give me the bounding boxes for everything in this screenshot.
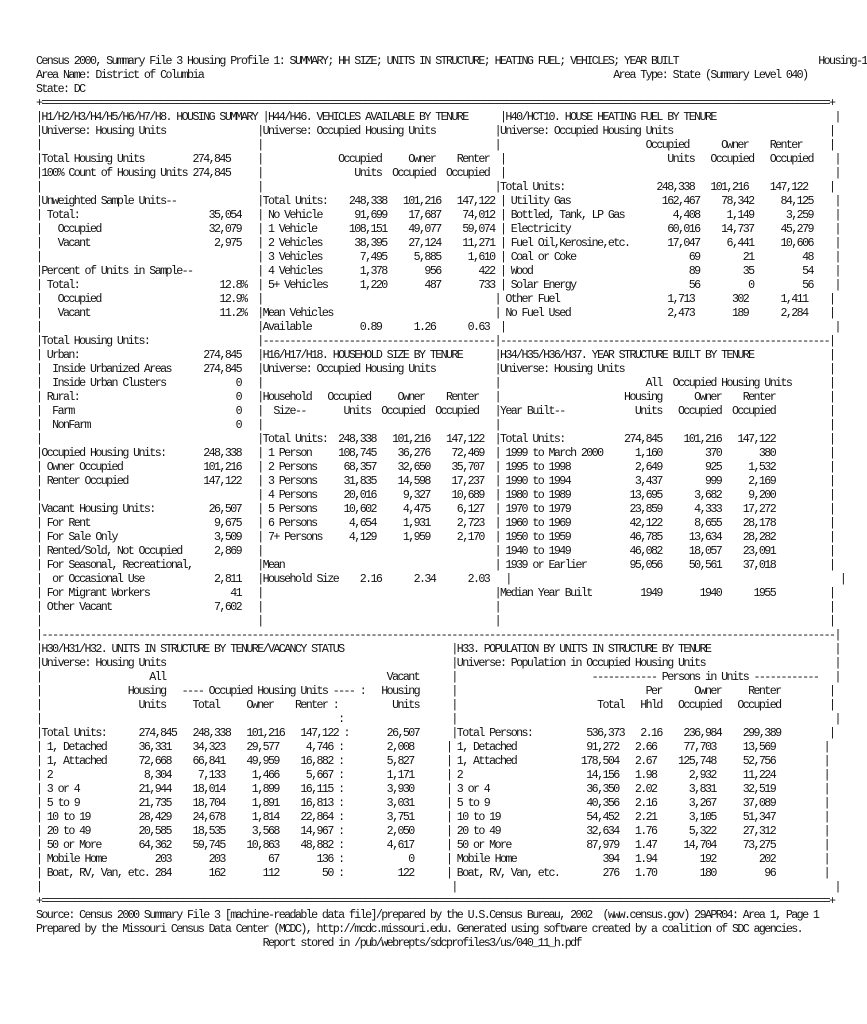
report-line: | 2 8,304 7,133 1,466 5,667 : 1,171 | 2 14,156 1.98 2,932 11,224 |	[36, 768, 830, 782]
report-line: | Owner Occupied 101,216 | 2 Persons 68,357 32,650 35,707 | 1995 to 1998 2,649 925 1,532 |	[36, 460, 835, 474]
report-line: | : | |	[36, 712, 840, 726]
report-line: |Universe: Housing Units |Universe: Population in Occupied Housing Units |	[36, 656, 840, 670]
report-line: | Other Vacant 7,602 | | |	[36, 600, 835, 614]
report-line: | |Total Units: 248,338 101,216 147,122 |Total Units: 274,845 101,216 147,122 |	[36, 432, 835, 446]
report-line: | For Sale Only 3,509 | 7+ Persons 4,129 1,959 2,170 | 1950 to 1959 46,785 13,634 28,282 |	[36, 530, 835, 544]
report-line: Area Name: District of Columbia Area Type: State (Summary Level 040)	[36, 68, 808, 82]
report-line: | Rural: 0 |Household Occupied Owner Renter | Housing Owner Renter |	[36, 390, 835, 404]
report-line: | Farm 0 | Size-- Units Occupied Occupied |Year Built-- Units Occupied Occupied |	[36, 404, 835, 418]
report-line: | For Seasonal, Recreational, |Mean | 1939 or Earlier 95,056 50,561 37,018 |	[36, 558, 835, 572]
report-line: |H1/H2/H3/H4/H5/H6/H7/H8. HOUSING SUMMARY |H44/H46. VEHICLES AVAILABLE BY TENURE |H40/HCT10. HOUSE HEATING FUEL BY TENURE |	[36, 110, 840, 124]
report-line: Report stored in /pub/webrepts/sdcprofiles3/us/040_11_h.pdf	[36, 936, 581, 950]
report-line: | Total: 35,054 | No Vehicle 91,699 17,687 74,012 | Bottled, Tank, LP Gas 4,408 1,149 3,259 |	[36, 208, 840, 222]
report-line: |Vacant Housing Units: 26,507 | 5 Persons 10,602 4,475 6,127 | 1970 to 1979 23,859 4,333 17,272 |	[36, 502, 835, 516]
report-line: Prepared by the Missouri Census Data Center (MCDC), http://mcdc.missouri.edu. Generated using software created by a coalition of SDC agencies.	[36, 922, 803, 936]
report-line: | Mobile Home 203 203 67 136 : 0 | Mobile Home 394 1.94 192 202 |	[36, 852, 830, 866]
report-line: | Boat, RV, Van, etc. 284 162 112 50 : 122 | Boat, RV, Van, etc. 276 1.70 180 96 |	[36, 866, 830, 880]
report-line: | 20 to 49 20,585 18,535 3,568 14,967 : 2,050 | 20 to 49 32,634 1.76 5,322 27,312 |	[36, 824, 830, 838]
report-line: | All Vacant | ------------ Persons in Units ------------ |	[36, 670, 840, 684]
report-line: | | 4 Persons 20,016 9,327 10,689 | 1980 to 1989 13,695 3,682 9,200 |	[36, 488, 835, 502]
report-line: | Renter Occupied 147,122 | 3 Persons 31,835 14,598 17,237 | 1990 to 1994 3,437 999 2,169 |	[36, 474, 835, 488]
report-line: | 10 to 19 28,429 24,678 1,814 22,864 : 3,751 | 10 to 19 54,452 2.21 3,105 51,347 |	[36, 810, 830, 824]
report-line: | | 3 Vehicles 7,495 5,885 1,610 | Coal or Coke 69 21 48 |	[36, 250, 840, 264]
report-line: | Inside Urbanized Areas 274,845 |Universe: Occupied Housing Units |Universe: Housing Units |	[36, 362, 835, 376]
report-line: | Units Total Owner Renter : Units | Total Hhld Occupied Occupied |	[36, 698, 835, 712]
report-line: |Total Housing Units: |-------------------------------------------|-------------------------------------------------------------|	[36, 334, 835, 348]
report-line: | For Rent 9,675 | 6 Persons 4,654 1,931 2,723 | 1960 to 1969 42,122 8,655 28,178 |	[36, 516, 835, 530]
report-line: | NonFarm 0 | | |	[36, 418, 835, 432]
report-line: | Vacant 2,975 | 2 Vehicles 38,395 27,124 11,271 | Fuel Oil,Kerosine,etc. 17,047 6,441 10,606 |	[36, 236, 840, 250]
report-line: +==================================================================================================================================================+	[36, 96, 835, 110]
report-line: | Housing ---- Occupied Housing Units ---- : Housing | Per Owner Renter |	[36, 684, 835, 698]
report-line: | Occupied 32,079 | 1 Vehicle 108,151 49,077 59,074 | Electricity 60,016 14,737 45,279 |	[36, 222, 840, 236]
report-line: |Percent of Units in Sample-- | 4 Vehicles 1,378 956 422 | Wood 89 35 54 |	[36, 264, 840, 278]
report-line: | 50 or More 64,362 59,745 10,863 48,882 : 4,617 | 50 or More 87,979 1.47 14,704 73,275 |	[36, 838, 830, 852]
report-line: | 1, Attached 72,668 66,841 49,959 16,882 : 5,827 | 1, Attached 178,504 2.67 125,748 52,756 |	[36, 754, 830, 768]
report-line: |100% Count of Housing Units 274,845 | Units Occupied Occupied | |	[36, 166, 840, 180]
report-line: | For Migrant Workers 41 | |Median Year Built 1949 1940 1955 |	[36, 586, 835, 600]
report-line: | Occupied 12.9% | | Other Fuel 1,713 302 1,411 |	[36, 292, 835, 306]
report-line: State: DC	[36, 82, 85, 96]
report-line: | Urban: 274,845 |H16/H17/H18. HOUSEHOLD SIZE BY TENURE |H34/H35/H36/H37. YEAR STRUCTURE BUILT BY TENURE |	[36, 348, 835, 362]
report-line: | 3 or 4 21,944 18,014 1,899 16,115 : 3,930 | 3 or 4 36,350 2.02 3,831 32,519 |	[36, 782, 830, 796]
report-line: |Total Units: 274,845 248,338 101,216 147,122 : 26,507 |Total Persons: 536,373 2.16 236,984 299,389 |	[36, 726, 835, 740]
report-line: | Total: 12.8% | 5+ Vehicles 1,220 487 733 | Solar Energy 56 0 56 |	[36, 278, 840, 292]
report-line: | or Occasional Use 2,811 |Household Size 2.16 2.34 2.03 | |	[36, 572, 846, 586]
housing-profile-report	[36, 54, 867, 950]
report-line: | | | Occupied Owner Renter |	[36, 138, 835, 152]
report-line: | | |	[36, 880, 840, 894]
report-line: | |Available 0.89 1.26 0.63 | |	[36, 320, 840, 334]
report-line: |Total Housing Units 274,845 | Occupied Owner Renter | Units Occupied Occupied |	[36, 152, 840, 166]
report-line: | | |Total Units: 248,338 101,216 147,122 |	[36, 180, 835, 194]
report-line: |---------------------------------------------------------------------------------------------------------------------------------------------------|	[36, 628, 840, 642]
report-line: | 1, Detached 36,331 34,323 29,577 4,746 : 2,008 | 1, Detached 91,272 2.66 77,703 13,569 |	[36, 740, 830, 754]
report-line: | Vacant 11.2% |Mean Vehicles | No Fuel Used 2,473 189 2,284 |	[36, 306, 835, 320]
report-line: | Rented/Sold, Not Occupied 2,869 | | 1940 to 1949 46,082 18,057 23,091 |	[36, 544, 835, 558]
report-line: |Occupied Housing Units: 248,338 | 1 Person 108,745 36,276 72,469 | 1999 to March 2000 1,160 370 380 |	[36, 446, 835, 460]
report-line: |Unweighted Sample Units-- |Total Units: 248,338 101,216 147,122 | Utility Gas 162,467 78,342 84,125 |	[36, 194, 840, 208]
report-line: | | | |	[36, 614, 835, 628]
report-line: |H30/H31/H32. UNITS IN STRUCTURE BY TENURE/VACANCY STATUS |H33. POPULATION BY UNITS IN STRUCTURE BY TENURE |	[36, 642, 840, 656]
report-line: |Universe: Housing Units |Universe: Occupied Housing Units |Universe: Occupied Housing Units |	[36, 124, 835, 138]
report-line: Census 2000, Summary File 3 Housing Profile 1: SUMMARY; HH SIZE; UNITS IN STRUCTURE; HEATING FUEL; VEHICLES; YEAR BUILT Housing-1	[36, 54, 867, 68]
report-line: Source: Census 2000 Summary File 3 [machine-readable data file]/prepared by the U.S.Census Bureau, 2002 (www.census.gov) 29APR04: Area 1, Page 1	[36, 908, 819, 922]
report-line: | 5 to 9 21,735 18,704 1,891 16,813 : 3,031 | 5 to 9 40,356 2.16 3,267 37,089 |	[36, 796, 830, 810]
report-line: | Inside Urban Clusters 0 | | All Occupied Housing Units |	[36, 376, 835, 390]
report-line: +==================================================================================================================================================+	[36, 894, 835, 908]
